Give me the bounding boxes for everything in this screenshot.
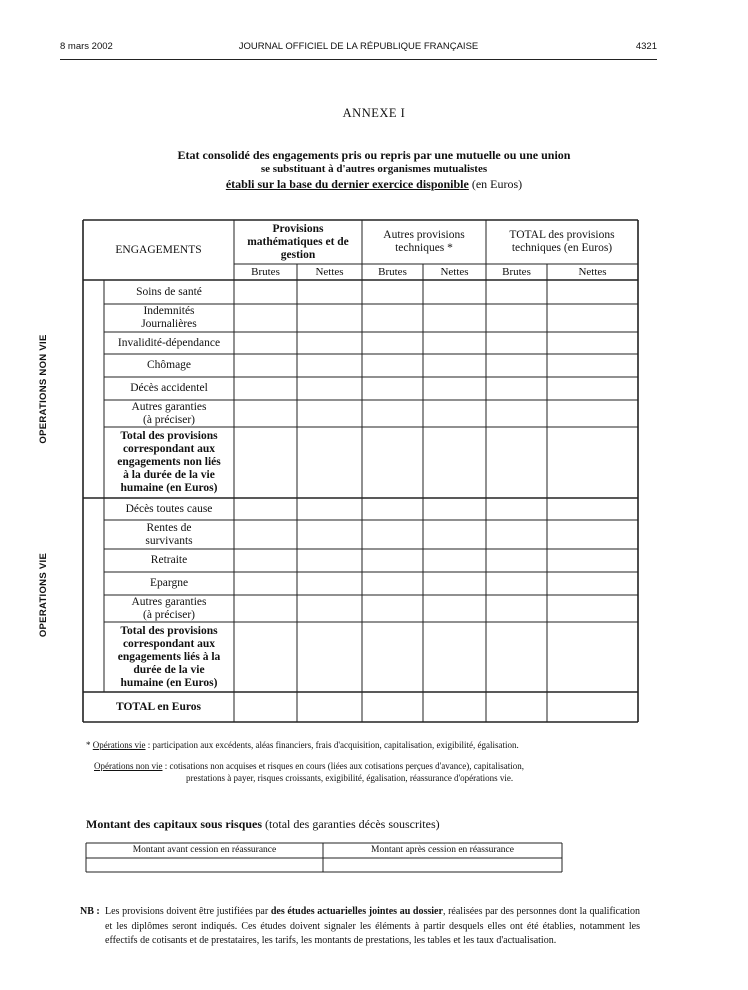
row-label: Soins de santé: [136, 285, 202, 298]
sub-header-brutes: Brutes: [378, 265, 407, 278]
sub-header-nettes: Nettes: [440, 265, 469, 278]
nb-text-bold: des études actuarielles jointes au dossier: [270, 906, 443, 917]
footnote-non-vie-text-1: : cotisations non acquises et risques en cours (liées aux cotisations perçues d'avance), capitalisation,: [162, 761, 524, 771]
footnotes: [86, 739, 524, 784]
sub-header-brutes: Brutes: [251, 265, 280, 278]
row-label: Epargne: [149, 577, 189, 589]
row-label: Invalidité-dépendance: [117, 336, 221, 349]
doc-title-basis: établi sur la base du dernier exercice disponible: [225, 177, 469, 191]
row-label: Chômage: [146, 359, 192, 371]
row-label-total-euros: TOTAL en Euros: [115, 700, 201, 713]
sub-header-brutes: Brutes: [502, 265, 531, 278]
row-label: Décès accidentel: [130, 382, 208, 394]
nb-text-a: Les provisions doivent être justifiées par: [105, 906, 271, 917]
header-date: 8 mars 2002: [60, 41, 113, 52]
nb-text-b: , réalisées par des personnes dont la qualification et les diplômes seront indiqués. Ces études doivent signaler les éléments à partir desquels elles ont été établies, notamment les effectifs de cotisants et de prestataires, les tarifs, les montants de prestations, les tables et les taux d'actualisation.: [105, 906, 640, 946]
annex-title: ANNEXE I: [342, 106, 406, 120]
sub-header-nettes: Nettes: [315, 265, 344, 278]
col-group-total-provisions: TOTAL des provisions techniques (en Euros): [509, 229, 615, 254]
col-group-provisions-math: Provisions mathématiques et de gestion: [247, 222, 349, 261]
nb-label: NB :: [80, 906, 100, 917]
row-label: Autres garanties (à préciser): [131, 595, 207, 621]
nb-paragraph: [80, 905, 640, 949]
sub-header-nettes: Nettes: [578, 265, 607, 278]
footnote-vie-text: : participation aux excédents, aléas financiers, frais d'acquisition, capitalisation, exigibilité, égalisation.: [145, 740, 519, 750]
capital-heading-bold: Montant des capitaux sous risques: [86, 817, 263, 831]
footnote-vie-label: Opérations vie: [92, 740, 146, 750]
doc-title-unit: (en Euros): [471, 177, 523, 191]
capital-heading: [86, 817, 440, 832]
doc-title-line-1: Etat consolidé des engagements pris ou repris par une mutuelle ou une union: [177, 148, 571, 162]
row-label: Décès toutes cause: [125, 502, 213, 515]
footnote-vie: * Opérations vie : participation aux excédents, aléas financiers, frais d'acquisition, capitalisation, exigibilité, égalisation.: [86, 740, 519, 750]
engagements-header: ENGAGEMENTS: [115, 243, 202, 256]
row-label: Autres garanties (à préciser): [131, 400, 207, 426]
header-page-number: 4321: [635, 41, 657, 52]
capital-col-before: Montant avant cession en réassurance: [132, 845, 277, 855]
capital-heading-normal: (total des garanties décès souscrites): [265, 817, 440, 831]
row-label: Indemnités Journalières: [141, 305, 197, 330]
row-label: Rentes de survivants: [145, 521, 193, 547]
section-label-vie: OPERATIONS VIE: [38, 552, 49, 638]
row-label: Retraite: [150, 554, 188, 566]
row-label-total-vie: Total des provisions correspondant aux engagements liés à la durée de la vie humaine (en Euros): [117, 624, 221, 689]
capital-col-after: Montant après cession en réassurance: [371, 845, 514, 855]
header-journal: JOURNAL OFFICIEL DE LA RÉPUBLIQUE FRANÇAISE: [238, 41, 479, 52]
footnote-non-vie: [94, 760, 524, 772]
doc-title-line-2: se substituant à d'autres organismes mutualistes: [260, 163, 488, 175]
section-label-non-vie: OPERATIONS NON VIE: [38, 334, 49, 444]
footnote-non-vie-label: Opérations non vie: [94, 761, 163, 771]
footnote-non-vie-text-2: prestations à payer, risques croissants, exigibilité, égalisation, réassurance d'opérations vie.: [186, 773, 514, 783]
row-label-total-non-vie: Total des provisions correspondant aux engagements non liés à la durée de la vie humaine (en Euros): [117, 430, 221, 494]
col-group-autres-provisions: Autres provisions techniques *: [383, 229, 465, 254]
nb-text: [105, 905, 640, 949]
